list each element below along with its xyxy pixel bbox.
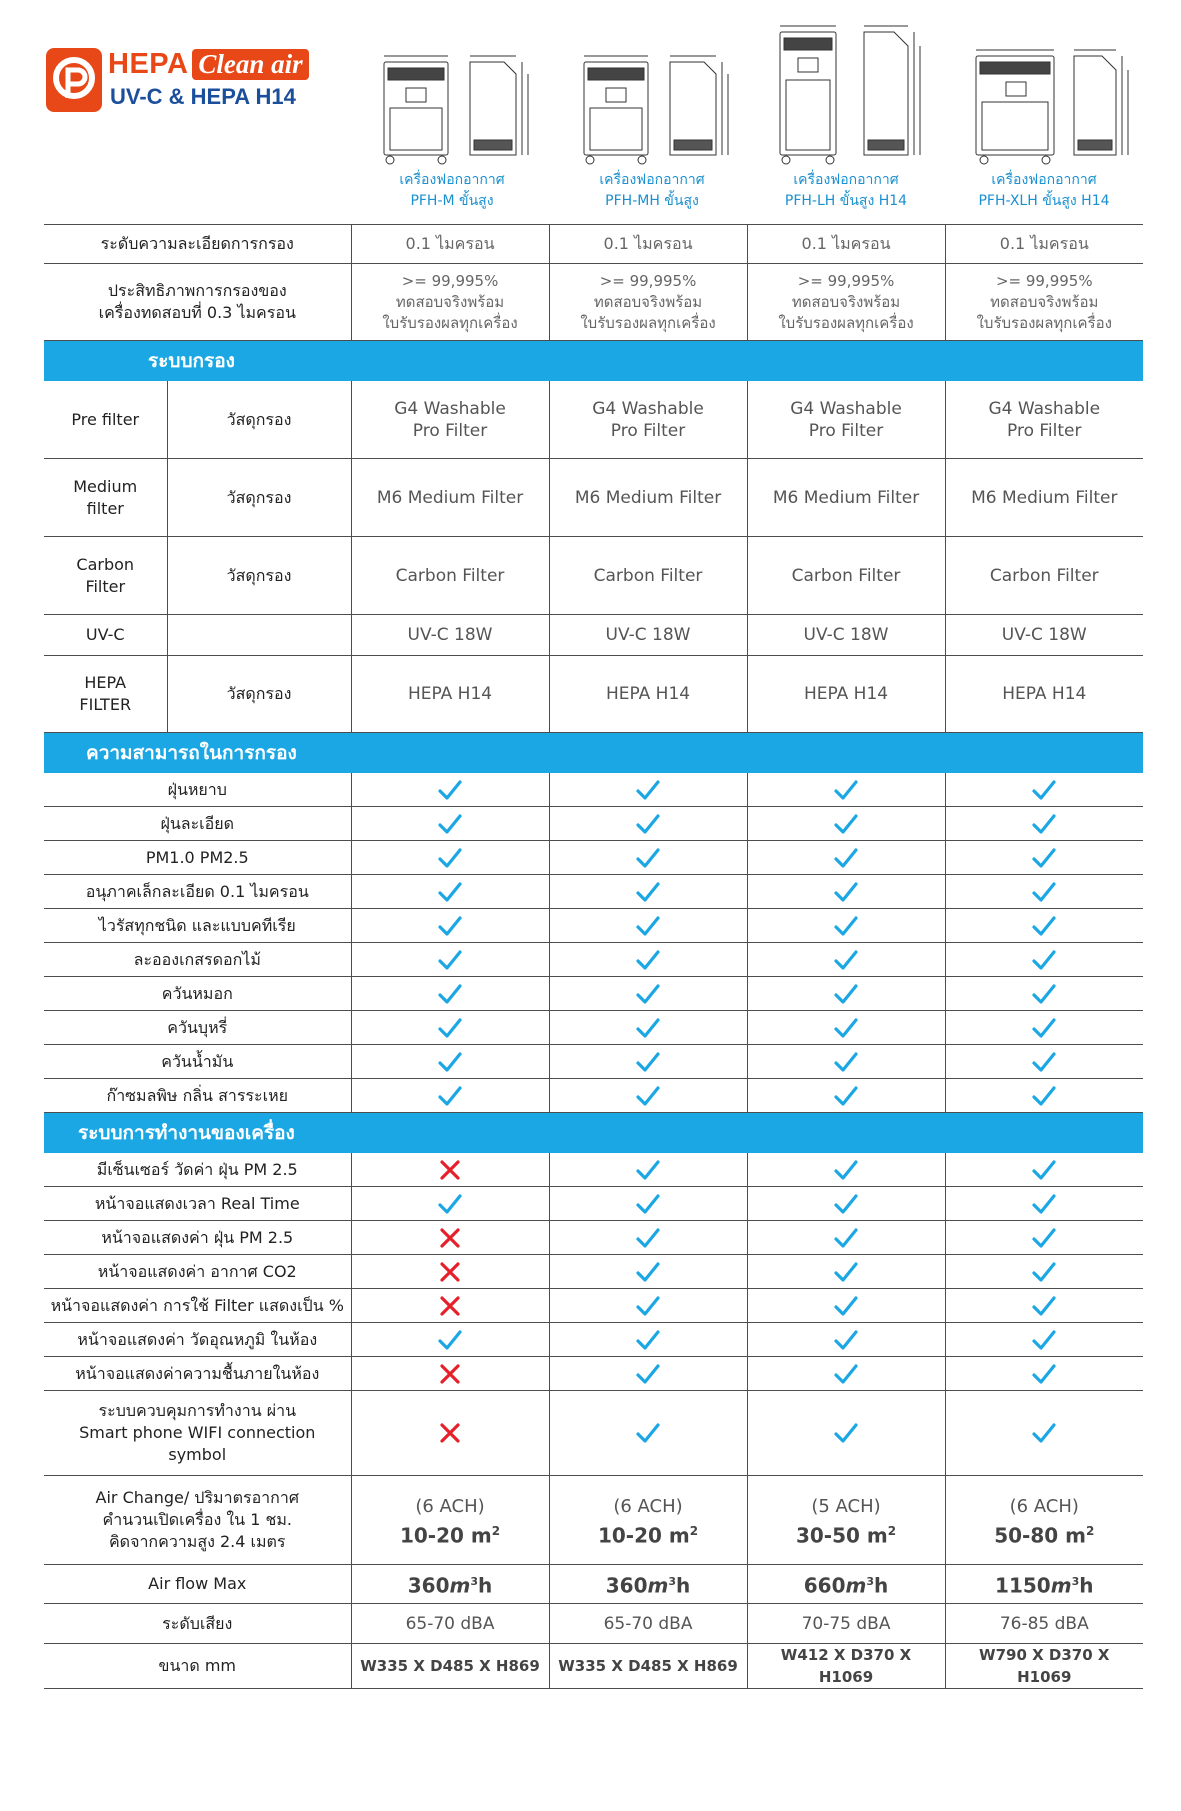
row-label: ควันน้ำมัน <box>44 1045 351 1079</box>
check-icon <box>437 1050 463 1074</box>
cell-mark <box>747 1357 945 1391</box>
check-icon <box>833 1226 859 1250</box>
section-header-operation <box>44 1113 1143 1153</box>
check-icon <box>1031 1294 1057 1318</box>
check-icon <box>635 1226 661 1250</box>
check-icon <box>833 778 859 802</box>
cell-mark <box>945 1045 1143 1079</box>
cell-mark <box>945 1079 1143 1113</box>
row-sublabel: วัสดุกรอง <box>167 459 351 537</box>
cell-mark <box>747 1153 945 1187</box>
row-label: PM1.0 PM2.5 <box>44 841 351 875</box>
cell-mark <box>351 1357 549 1391</box>
cell-mark <box>945 1357 1143 1391</box>
product-drawing-icon <box>554 10 750 168</box>
check-icon <box>833 1294 859 1318</box>
cell-mark <box>351 1011 549 1045</box>
cell-mark <box>351 909 549 943</box>
row-label: ประสิทธิภาพการกรองของ เครื่องทดสอบที่ 0.3 ไมครอน <box>44 264 351 341</box>
cell-mark <box>351 1187 549 1221</box>
logo-hepa-text: HEPA <box>108 48 189 80</box>
capability-row <box>44 1045 1143 1079</box>
cell-mark <box>549 841 747 875</box>
check-icon <box>833 812 859 836</box>
cell-mark <box>945 909 1143 943</box>
cell-mark <box>747 1323 945 1357</box>
check-icon <box>635 1328 661 1352</box>
capability-rows <box>44 773 1143 1113</box>
cell-mark <box>747 977 945 1011</box>
check-icon <box>1031 1016 1057 1040</box>
cell-mark <box>945 841 1143 875</box>
check-icon <box>437 778 463 802</box>
operation-row <box>44 1289 1143 1323</box>
cell-value: UV-C 18W <box>549 615 747 656</box>
check-icon <box>437 1328 463 1352</box>
section-title: ระบบกรอง <box>44 341 1143 381</box>
check-icon <box>1031 1421 1057 1445</box>
cell-mark <box>945 1255 1143 1289</box>
check-icon <box>1031 948 1057 972</box>
check-icon <box>1031 1328 1057 1352</box>
row-label: มีเซ็นเซอร์ วัดค่า ฝุ่น PM 2.5 <box>44 1153 351 1187</box>
logo-subtitle: UV-C & HEPA H14 <box>110 84 296 109</box>
cell-mark <box>747 841 945 875</box>
cell-value: M6 Medium Filter <box>549 459 747 537</box>
cell-value: (6 ACH) 50-80 $m^2$ <box>945 1476 1143 1565</box>
product-model: PFH-LH ขั้นสูง H14 <box>784 193 908 209</box>
product-column-4 <box>946 10 1142 220</box>
cross-icon <box>437 1226 463 1250</box>
row-label: หน้าจอแสดงค่า วัดอุณหภูมิ ในห้อง <box>44 1323 351 1357</box>
cell-mark <box>351 1255 549 1289</box>
check-icon <box>1031 914 1057 938</box>
row-label: ระดับเสียง <box>44 1604 351 1644</box>
row-label: หน้าจอแสดงค่าความชื้นภายในห้อง <box>44 1357 351 1391</box>
row-medium-filter <box>44 459 1143 537</box>
cell-value: 0.1 ไมครอน <box>945 225 1143 264</box>
cell-value: M6 Medium Filter <box>351 459 549 537</box>
check-icon <box>1031 1260 1057 1284</box>
check-icon <box>1031 1362 1057 1386</box>
operation-row <box>44 1221 1143 1255</box>
cell-mark <box>549 807 747 841</box>
product-type: เครื่องฟอกอากาศ <box>399 172 505 188</box>
cell-mark <box>351 943 549 977</box>
cell-value: W335 X D485 X H869 <box>351 1644 549 1689</box>
cell-mark <box>549 1289 747 1323</box>
row-label: Medium filter <box>44 459 167 537</box>
cell-mark <box>945 1153 1143 1187</box>
cell-mark <box>351 1079 549 1113</box>
check-icon <box>437 1016 463 1040</box>
row-hepa-filter <box>44 656 1143 733</box>
check-icon <box>1031 1084 1057 1108</box>
cell-value: UV-C 18W <box>945 615 1143 656</box>
cell-mark <box>747 1011 945 1045</box>
product-column-1 <box>354 10 550 220</box>
cell-mark <box>747 1255 945 1289</box>
check-icon <box>833 1050 859 1074</box>
cell-mark <box>351 1045 549 1079</box>
check-icon <box>635 948 661 972</box>
check-icon <box>635 1260 661 1284</box>
cell-mark <box>549 1187 747 1221</box>
cell-mark <box>747 875 945 909</box>
product-column-2 <box>554 10 750 220</box>
check-icon <box>833 1362 859 1386</box>
cell-mark <box>549 977 747 1011</box>
cell-mark <box>351 1221 549 1255</box>
cell-mark <box>747 1079 945 1113</box>
check-icon <box>1031 880 1057 904</box>
cell-mark <box>747 1289 945 1323</box>
check-icon <box>1031 1050 1057 1074</box>
cell-value: 65-70 dBA <box>549 1604 747 1644</box>
row-label: อนุภาคเล็กละเอียด 0.1 ไมครอน <box>44 875 351 909</box>
cell-value: (6 ACH) 10-20 $m^2$ <box>351 1476 549 1565</box>
cell-mark <box>351 807 549 841</box>
cell-value: Carbon Filter <box>945 537 1143 615</box>
cell-value: (6 ACH) 10-20 $m^2$ <box>549 1476 747 1565</box>
brand-logo <box>46 48 336 114</box>
cell-mark <box>945 1323 1143 1357</box>
cell-mark <box>549 1391 747 1476</box>
row-label: ฝุ่นละเอียด <box>44 807 351 841</box>
cell-value: 70-75 dBA <box>747 1604 945 1644</box>
check-icon <box>635 778 661 802</box>
cell-value: $360m^3h$ <box>549 1565 747 1604</box>
product-drawing-icon <box>946 10 1142 168</box>
product-type: เครื่องฟอกอากาศ <box>991 172 1097 188</box>
product-model: PFH-M ขั้นสูง <box>410 193 494 209</box>
row-sublabel: วัสดุกรอง <box>167 381 351 459</box>
cell-value: W335 X D485 X H869 <box>549 1644 747 1689</box>
operation-row <box>44 1323 1143 1357</box>
cell-mark <box>747 1221 945 1255</box>
product-column-3 <box>748 10 944 220</box>
check-icon <box>635 1192 661 1216</box>
check-icon <box>437 982 463 1006</box>
row-uvc <box>44 615 1143 656</box>
row-filter-efficiency <box>44 264 1143 341</box>
check-icon <box>833 914 859 938</box>
cell-mark <box>549 1153 747 1187</box>
cross-icon <box>437 1158 463 1182</box>
row-filter-resolution <box>44 225 1143 264</box>
cell-mark <box>747 943 945 977</box>
cell-value: HEPA H14 <box>945 656 1143 733</box>
check-icon <box>833 880 859 904</box>
row-label: ระบบควบคุมการทำงาน ผ่าน Smart phone WIFI connection symbol <box>44 1391 351 1476</box>
cell-mark <box>549 1079 747 1113</box>
cell-mark <box>945 977 1143 1011</box>
cell-mark <box>549 875 747 909</box>
section-header-filter <box>44 341 1143 381</box>
check-icon <box>1031 778 1057 802</box>
check-icon <box>635 1016 661 1040</box>
cell-value: HEPA H14 <box>351 656 549 733</box>
row-label: HEPA FILTER <box>44 656 167 733</box>
cell-value: G4 Washable Pro Filter <box>747 381 945 459</box>
cell-value: M6 Medium Filter <box>945 459 1143 537</box>
check-icon <box>833 1084 859 1108</box>
cell-mark <box>549 773 747 807</box>
capability-row <box>44 773 1143 807</box>
check-icon <box>833 982 859 1006</box>
row-label: ละอองเกสรดอกไม้ <box>44 943 351 977</box>
row-label: Carbon Filter <box>44 537 167 615</box>
cell-value: HEPA H14 <box>549 656 747 733</box>
cell-value: UV-C 18W <box>351 615 549 656</box>
product-drawing-icon <box>354 10 550 168</box>
check-icon <box>1031 1226 1057 1250</box>
check-icon <box>833 1328 859 1352</box>
cell-mark <box>351 1289 549 1323</box>
row-label: ฝุ่นหยาบ <box>44 773 351 807</box>
cell-value: 0.1 ไมครอน <box>747 225 945 264</box>
check-icon <box>833 1016 859 1040</box>
row-airflow-max <box>44 1565 1143 1604</box>
check-icon <box>437 880 463 904</box>
cell-value: 65-70 dBA <box>351 1604 549 1644</box>
cell-value: HEPA H14 <box>747 656 945 733</box>
check-icon <box>1031 1192 1057 1216</box>
cell-value: G4 Washable Pro Filter <box>945 381 1143 459</box>
cell-value: $660m^3h$ <box>747 1565 945 1604</box>
check-icon <box>635 1294 661 1318</box>
check-icon <box>833 846 859 870</box>
check-icon <box>833 1158 859 1182</box>
row-label: ขนาด mm <box>44 1644 351 1689</box>
check-icon <box>635 812 661 836</box>
check-icon <box>833 1260 859 1284</box>
check-icon <box>1031 982 1057 1006</box>
check-icon <box>635 880 661 904</box>
cell-value: >= 99,995% ทดสอบจริงพร้อม ใบรับรองผลทุกเครื่อง <box>351 264 549 341</box>
cell-mark <box>945 875 1143 909</box>
cell-mark <box>351 773 549 807</box>
check-icon <box>635 914 661 938</box>
cell-mark <box>945 807 1143 841</box>
operation-row <box>44 1357 1143 1391</box>
check-icon <box>437 914 463 938</box>
capability-row <box>44 909 1143 943</box>
cell-mark <box>549 943 747 977</box>
row-pre-filter <box>44 381 1143 459</box>
cell-mark <box>747 1045 945 1079</box>
cell-value: Carbon Filter <box>747 537 945 615</box>
cell-mark <box>351 1391 549 1476</box>
cell-value: (5 ACH) 30-50 $m^2$ <box>747 1476 945 1565</box>
section-title: ระบบการทำงานของเครื่อง <box>44 1113 1143 1153</box>
cell-value: Carbon Filter <box>351 537 549 615</box>
check-icon <box>635 1084 661 1108</box>
section-title: ความสามารถในการกรอง <box>44 733 1143 773</box>
capability-row <box>44 807 1143 841</box>
check-icon <box>1031 846 1057 870</box>
row-label: ไวรัสทุกชนิด และแบบคทีเรีย <box>44 909 351 943</box>
cell-mark <box>945 773 1143 807</box>
cell-value: UV-C 18W <box>747 615 945 656</box>
operation-row <box>44 1187 1143 1221</box>
row-label: ก๊าซมลพิษ กลิ่น สารระเหย <box>44 1079 351 1113</box>
cell-value: 0.1 ไมครอน <box>351 225 549 264</box>
operation-row <box>44 1255 1143 1289</box>
cell-mark <box>945 1221 1143 1255</box>
row-dimensions <box>44 1644 1143 1689</box>
cell-value: >= 99,995% ทดสอบจริงพร้อม ใบรับรองผลทุกเครื่อง <box>549 264 747 341</box>
check-icon <box>635 1158 661 1182</box>
cell-mark <box>945 1187 1143 1221</box>
row-label: UV-C <box>44 615 167 656</box>
logo-clean-air-text: Clean air <box>192 49 308 80</box>
cell-mark <box>747 1391 945 1476</box>
capability-row <box>44 1011 1143 1045</box>
cell-value: $360m^3h$ <box>351 1565 549 1604</box>
cell-value: >= 99,995% ทดสอบจริงพร้อม ใบรับรองผลทุกเครื่อง <box>945 264 1143 341</box>
cell-mark <box>747 909 945 943</box>
check-icon <box>437 846 463 870</box>
spec-table <box>44 224 1143 1689</box>
capability-row <box>44 875 1143 909</box>
cell-value: W412 X D370 X H1069 <box>747 1644 945 1689</box>
section-header-capability <box>44 733 1143 773</box>
cell-mark <box>549 1011 747 1045</box>
cell-value: >= 99,995% ทดสอบจริงพร้อม ใบรับรองผลทุกเครื่อง <box>747 264 945 341</box>
check-icon <box>833 948 859 972</box>
cell-value: 76-85 dBA <box>945 1604 1143 1644</box>
check-icon <box>437 1084 463 1108</box>
cell-value: M6 Medium Filter <box>747 459 945 537</box>
capability-row <box>44 977 1143 1011</box>
product-model: PFH-XLH ขั้นสูง H14 <box>978 193 1110 209</box>
row-noise-level <box>44 1604 1143 1644</box>
cell-mark <box>549 1221 747 1255</box>
row-sublabel: วัสดุกรอง <box>167 656 351 733</box>
row-label: หน้าจอแสดงค่า อากาศ CO2 <box>44 1255 351 1289</box>
cell-mark <box>351 1153 549 1187</box>
cell-mark <box>549 1255 747 1289</box>
check-icon <box>635 1362 661 1386</box>
cell-value: 0.1 ไมครอน <box>549 225 747 264</box>
row-label: หน้าจอแสดงค่า การใช้ Filter แสดงเป็น % <box>44 1289 351 1323</box>
cell-mark <box>747 1187 945 1221</box>
row-sublabel-empty <box>167 615 351 656</box>
check-icon <box>437 812 463 836</box>
check-icon <box>437 1192 463 1216</box>
cell-mark <box>351 1323 549 1357</box>
check-icon <box>635 846 661 870</box>
cell-mark <box>549 1357 747 1391</box>
cell-mark <box>351 977 549 1011</box>
cell-mark <box>549 909 747 943</box>
product-type: เครื่องฟอกอากาศ <box>793 172 899 188</box>
row-label: ควันหมอก <box>44 977 351 1011</box>
cell-mark <box>747 773 945 807</box>
cross-icon <box>437 1260 463 1284</box>
capability-row <box>44 943 1143 977</box>
cell-mark <box>351 875 549 909</box>
row-label: Air flow Max <box>44 1565 351 1604</box>
cell-mark <box>549 1323 747 1357</box>
cell-value: W790 X D370 X H1069 <box>945 1644 1143 1689</box>
row-carbon-filter <box>44 537 1143 615</box>
cross-icon <box>437 1421 463 1445</box>
check-icon <box>635 1421 661 1445</box>
cell-mark <box>945 943 1143 977</box>
cell-mark <box>549 1045 747 1079</box>
row-label: หน้าจอแสดงค่า ฝุ่น PM 2.5 <box>44 1221 351 1255</box>
row-sublabel: วัสดุกรอง <box>167 537 351 615</box>
cross-icon <box>437 1294 463 1318</box>
cell-value: G4 Washable Pro Filter <box>351 381 549 459</box>
cell-value: $1150m^3h$ <box>945 1565 1143 1604</box>
product-model: PFH-MH ขั้นสูง <box>605 193 699 209</box>
product-drawing-icon <box>748 10 944 168</box>
row-label: ควันบุหรี่ <box>44 1011 351 1045</box>
row-air-change <box>44 1476 1143 1565</box>
check-icon <box>1031 1158 1057 1182</box>
operation-rows <box>44 1153 1143 1391</box>
check-icon <box>635 982 661 1006</box>
check-icon <box>635 1050 661 1074</box>
check-icon <box>833 1192 859 1216</box>
row-label: ระดับความละเอียดการกรอง <box>44 225 351 264</box>
cell-value: Carbon Filter <box>549 537 747 615</box>
cell-value: G4 Washable Pro Filter <box>549 381 747 459</box>
cell-mark <box>351 841 549 875</box>
cell-mark <box>747 807 945 841</box>
check-icon <box>1031 812 1057 836</box>
logo-mark-icon <box>46 48 102 112</box>
check-icon <box>833 1421 859 1445</box>
operation-row <box>44 1153 1143 1187</box>
row-wifi-control <box>44 1391 1143 1476</box>
product-type: เครื่องฟอกอากาศ <box>599 172 705 188</box>
cell-mark <box>945 1391 1143 1476</box>
row-label: หน้าจอแสดงเวลา Real Time <box>44 1187 351 1221</box>
row-label: Air Change/ ปริมาตรอากาศ คำนวนเปิดเครื่อง ใน 1 ชม. คิดจากความสูง 2.4 เมตร <box>44 1476 351 1565</box>
cell-mark <box>945 1289 1143 1323</box>
cross-icon <box>437 1362 463 1386</box>
capability-row <box>44 841 1143 875</box>
capability-row <box>44 1079 1143 1113</box>
check-icon <box>437 948 463 972</box>
row-label: Pre filter <box>44 381 167 459</box>
cell-mark <box>945 1011 1143 1045</box>
